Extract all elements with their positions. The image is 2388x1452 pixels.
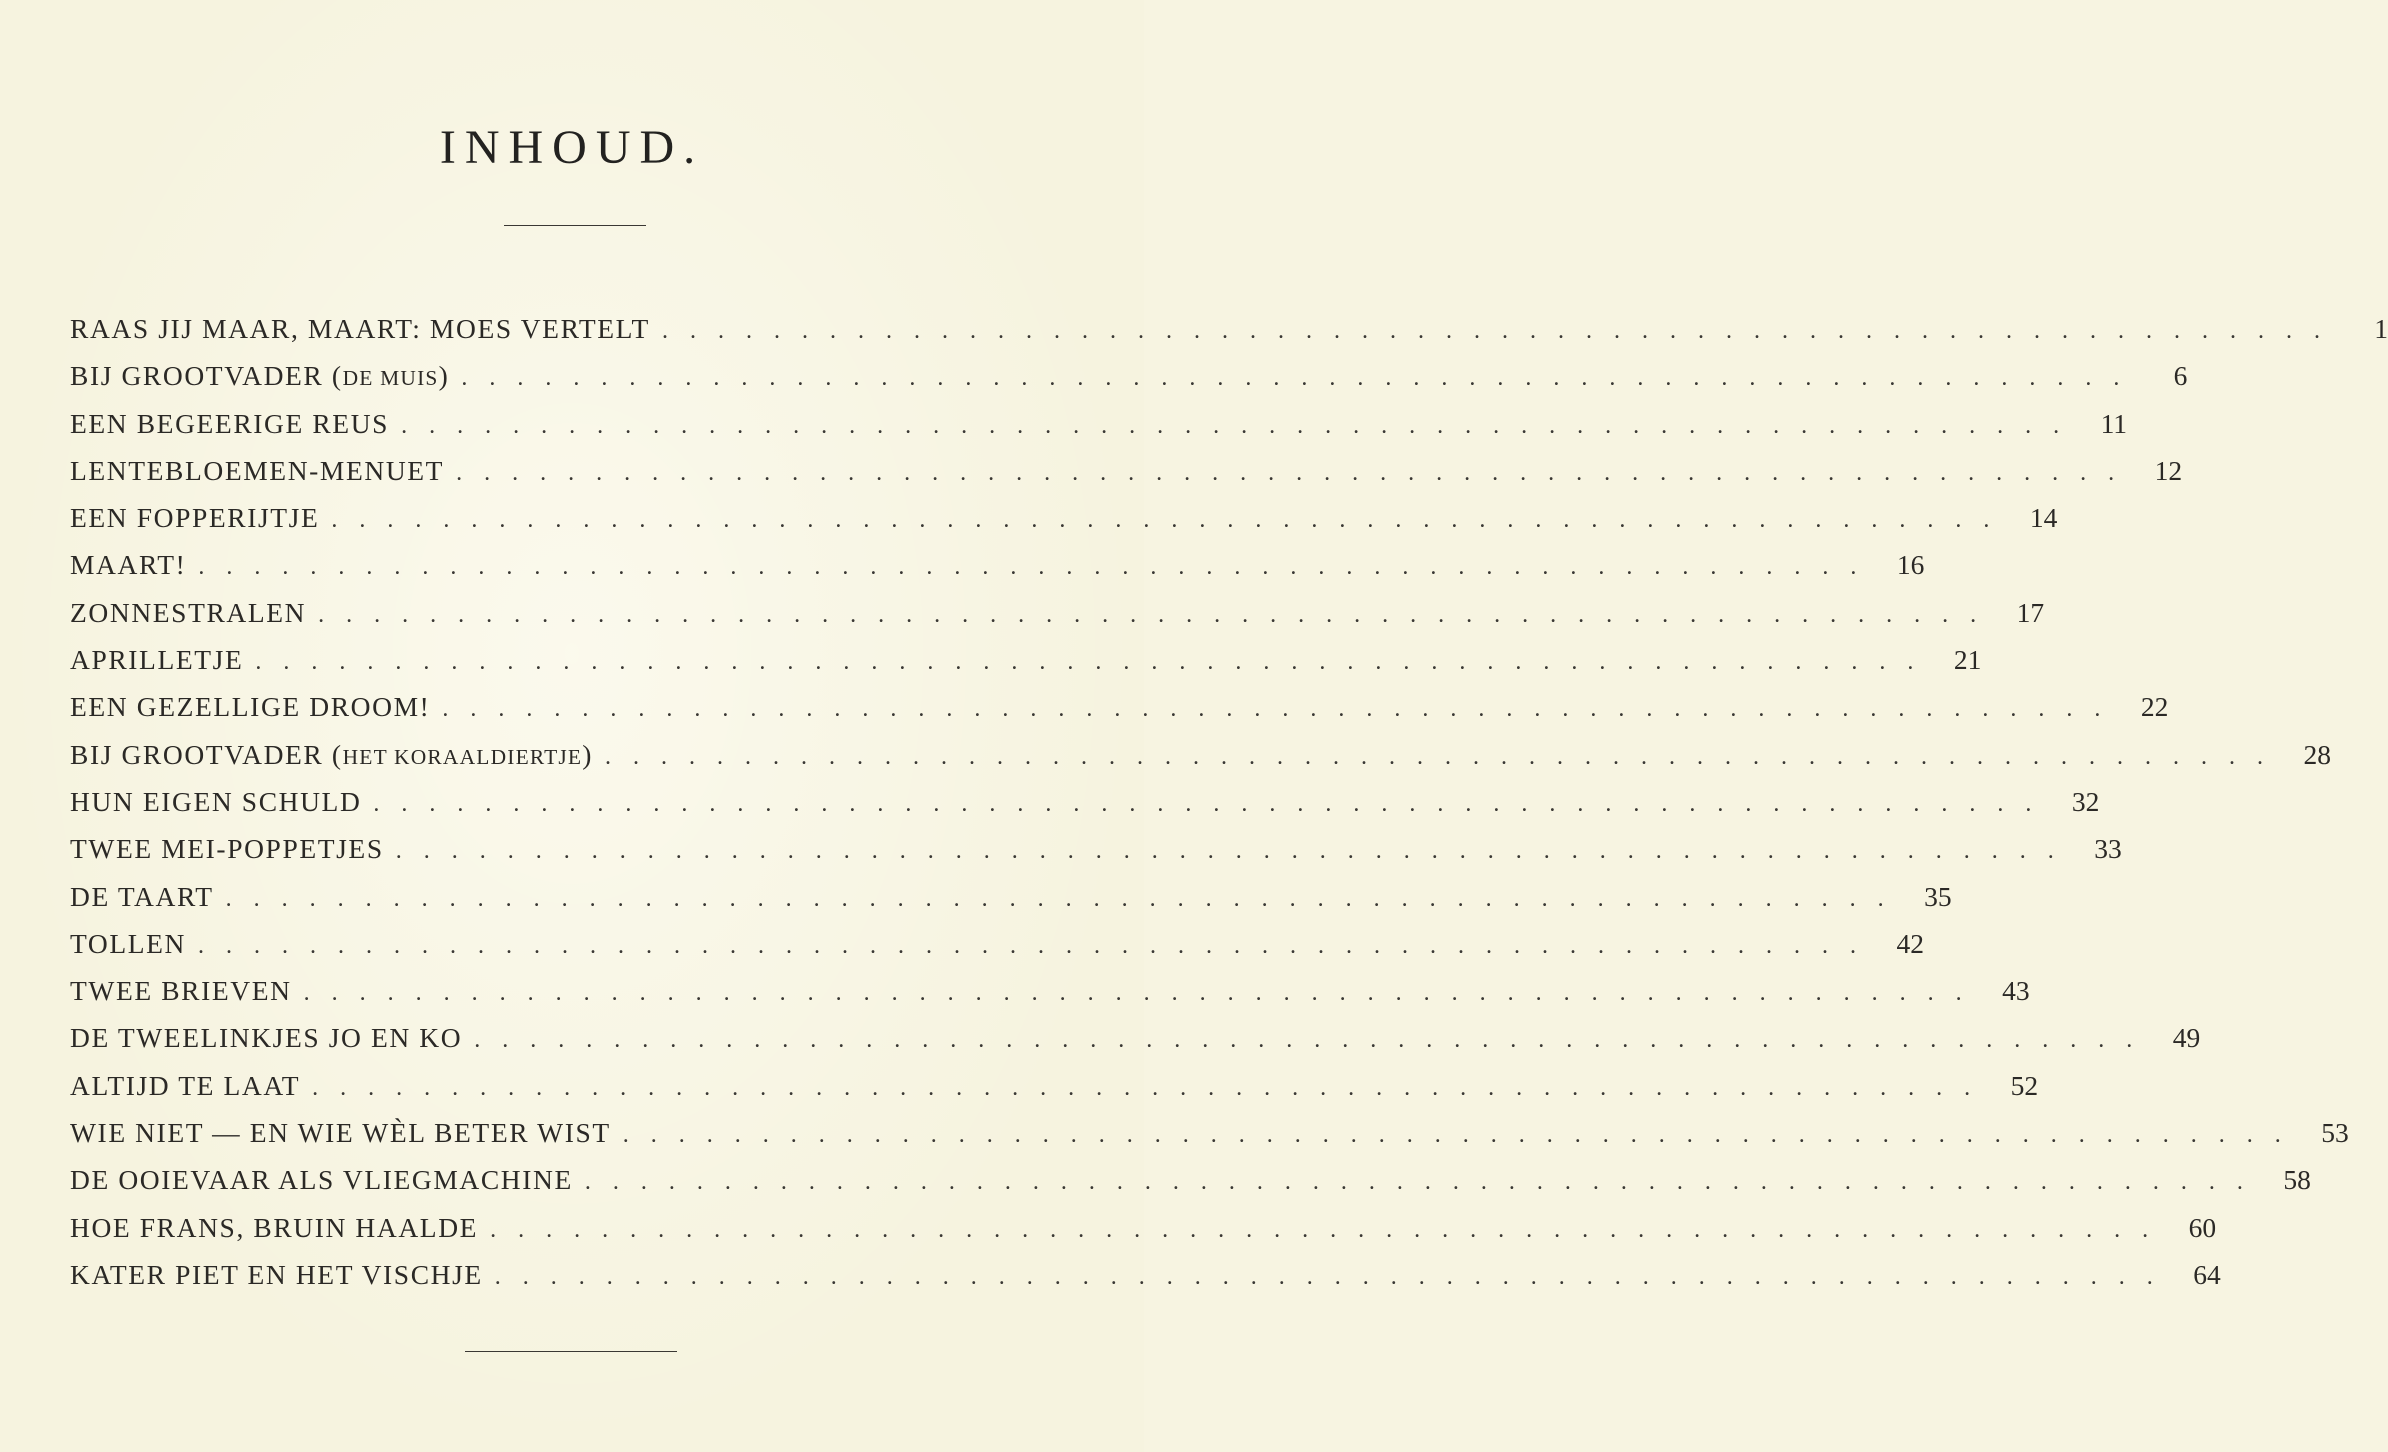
toc-entry-title-text: ZONNESTRALEN	[70, 596, 307, 628]
toc-entry-title-text: RAAS JIJ MAAR, MAART: MOES VERTELT	[70, 313, 650, 344]
toc-entry-page-number: 16	[1896, 549, 1925, 581]
dot-leader: ............................................................	[312, 1074, 1993, 1101]
toc-entry-title	[70, 360, 449, 392]
toc-entry	[70, 313, 2388, 360]
toc-entry-page-number: 58	[2283, 1164, 2311, 1196]
toc-entry	[70, 975, 2030, 1022]
toc-entry-title-text: APRILLETJE	[70, 644, 244, 676]
toc-entry-title-text: HOE FRANS, BRUIN HAALDE	[70, 1211, 479, 1243]
toc-entry-page-number: 11	[2100, 407, 2128, 439]
toc-entry-title-text: DE TWEELINKJES JO EN KO	[70, 1022, 463, 1054]
toc-entry-title	[70, 502, 319, 534]
toc-entry-page-number: 35	[1924, 880, 1952, 912]
toc-entry	[70, 738, 2331, 786]
dot-leader: ............................................................	[474, 1027, 2155, 1054]
title-rule	[504, 225, 646, 226]
toc-entry-title-text: HUN EIGEN SCHULD	[70, 785, 362, 817]
dot-leader: ............................................................	[198, 554, 1879, 581]
dot-leader: ............................................................	[373, 790, 2054, 817]
toc-entry-page-number: 52	[2010, 1069, 2039, 1101]
toc-entry-page-number: 60	[2188, 1211, 2217, 1243]
toc-entry-title-text: MAART!	[70, 549, 187, 581]
toc-entry-title	[70, 455, 444, 487]
toc-entry	[70, 549, 1925, 596]
toc-entry-page-number: 43	[2002, 975, 2030, 1007]
toc-entry-subtitle: HET KORAALDIERTJE	[342, 744, 583, 769]
toc-entry-page-number: 22	[2140, 691, 2169, 723]
toc-entry-title	[70, 597, 306, 629]
toc-entry-title-text: WIE NIET — EN WIE WÈL BETER WIST	[70, 1117, 611, 1149]
toc-entry-title	[70, 739, 593, 771]
toc-entry-title	[70, 1164, 573, 1196]
toc-entry-title	[70, 833, 384, 865]
toc-entry-subtitle: DE MUIS	[342, 366, 439, 391]
toc-entry-page-number: 32	[2071, 785, 2100, 817]
toc-entry-title-text: BIJ GROOTVADER (	[70, 360, 343, 392]
toc-entry-page-number: 33	[2094, 833, 2122, 865]
toc-entry-title-text: EEN BEGEERIGE REUS	[70, 407, 390, 439]
toc-entry-page-number: 53	[2321, 1117, 2349, 1149]
dot-leader: ............................................................	[401, 412, 2082, 439]
toc-entry-title-text: ALTIJD TE LAAT	[70, 1069, 301, 1101]
toc-entry-page-number: 64	[2193, 1258, 2221, 1290]
toc-entry-suffix: )	[582, 738, 593, 770]
toc-entry-page-number: 6	[2173, 360, 2188, 392]
toc-entry-title	[70, 786, 361, 818]
toc-entry-page-number: 49	[2172, 1022, 2201, 1054]
toc-entry-title-text: LENTEBLOEMEN-MENUET	[70, 454, 445, 486]
toc-entry-title	[70, 1259, 483, 1291]
toc-entry	[70, 1164, 2311, 1211]
toc-entry-title-text: DE TAART	[70, 880, 214, 912]
dot-leader: ............................................................	[442, 696, 2123, 723]
toc-entry-page-number: 28	[2303, 738, 2331, 770]
toc-entry-page-number: 21	[1953, 644, 1982, 676]
table-of-contents	[70, 313, 2388, 1306]
toc-entry	[70, 360, 2188, 407]
dot-leader: ............................................................	[490, 1216, 2171, 1243]
toc-entry-title-text: BIJ GROOTVADER (	[70, 738, 343, 770]
dot-leader: ............................................................	[318, 601, 1999, 628]
dot-leader: ............................................................	[584, 1169, 2265, 1196]
toc-entry	[70, 927, 1925, 975]
toc-entry	[70, 644, 1982, 691]
toc-entry	[70, 785, 2100, 833]
toc-entry-title-text: TWEE BRIEVEN	[70, 975, 292, 1007]
toc-entry-title	[70, 549, 186, 581]
toc-entry-title-text: EEN GEZELLIGE DROOM!	[70, 691, 431, 723]
bottom-rule	[465, 1351, 677, 1352]
toc-entry-title-text: KATER PIET EN HET VISCHJE	[70, 1258, 483, 1290]
dot-leader: ............................................................	[456, 459, 2137, 486]
toc-entry-title	[70, 691, 430, 723]
toc-entry	[70, 1211, 2217, 1259]
page-title: INHOUD.	[439, 121, 705, 174]
dot-leader: ............................................................	[225, 885, 1906, 912]
toc-entry-page-number: 42	[1896, 927, 1925, 959]
toc-entry	[70, 1022, 2201, 1069]
toc-entry-title	[70, 1212, 478, 1244]
toc-entry-title	[70, 928, 186, 960]
dot-leader: ............................................................	[661, 318, 2342, 344]
toc-entry-title	[70, 1117, 611, 1149]
toc-entry	[70, 1117, 2349, 1164]
dot-leader: ............................................................	[395, 838, 2076, 865]
toc-entry-page-number: 14	[2029, 502, 2058, 534]
toc-entry-title	[70, 881, 214, 913]
toc-entry-title	[70, 975, 292, 1007]
dot-leader: ............................................................	[303, 980, 1984, 1007]
dot-leader: ............................................................	[198, 932, 1879, 959]
toc-entry	[70, 1258, 2221, 1306]
toc-entry	[70, 502, 2058, 549]
dot-leader: ............................................................	[461, 365, 2142, 392]
toc-entry-page-number: 1	[2374, 313, 2388, 344]
toc-entry-title	[70, 1070, 300, 1102]
dot-leader: ............................................................	[622, 1122, 2303, 1149]
toc-entry	[70, 407, 2128, 455]
toc-entry-title-text: DE OOIEVAAR ALS VLIEGMACHINE	[70, 1164, 573, 1196]
dot-leader: ............................................................	[494, 1263, 2175, 1290]
toc-entry-page-number: 12	[2154, 454, 2183, 486]
toc-entry-title	[70, 313, 650, 345]
toc-entry-title-text: EEN FOPPERIJTJE	[70, 502, 320, 534]
toc-entry	[70, 833, 2122, 880]
toc-entry-title	[70, 1022, 462, 1054]
toc-entry-title	[70, 408, 389, 440]
toc-entry-page-number: 17	[2016, 596, 2045, 628]
dot-leader: ............................................................	[331, 507, 2012, 534]
toc-entry	[70, 880, 1952, 928]
dot-leader: ............................................................	[605, 743, 2285, 770]
toc-entry	[70, 691, 2169, 738]
toc-entry-title-text: TWEE MEI-POPPETJES	[70, 833, 384, 865]
toc-entry-title-text: TOLLEN	[70, 927, 187, 959]
dot-leader: ............................................................	[255, 649, 1936, 676]
toc-entry-suffix: )	[438, 360, 450, 392]
toc-entry-title	[70, 644, 243, 676]
toc-entry	[70, 1069, 2039, 1117]
toc-entry	[70, 596, 2045, 644]
toc-entry	[70, 454, 2183, 502]
